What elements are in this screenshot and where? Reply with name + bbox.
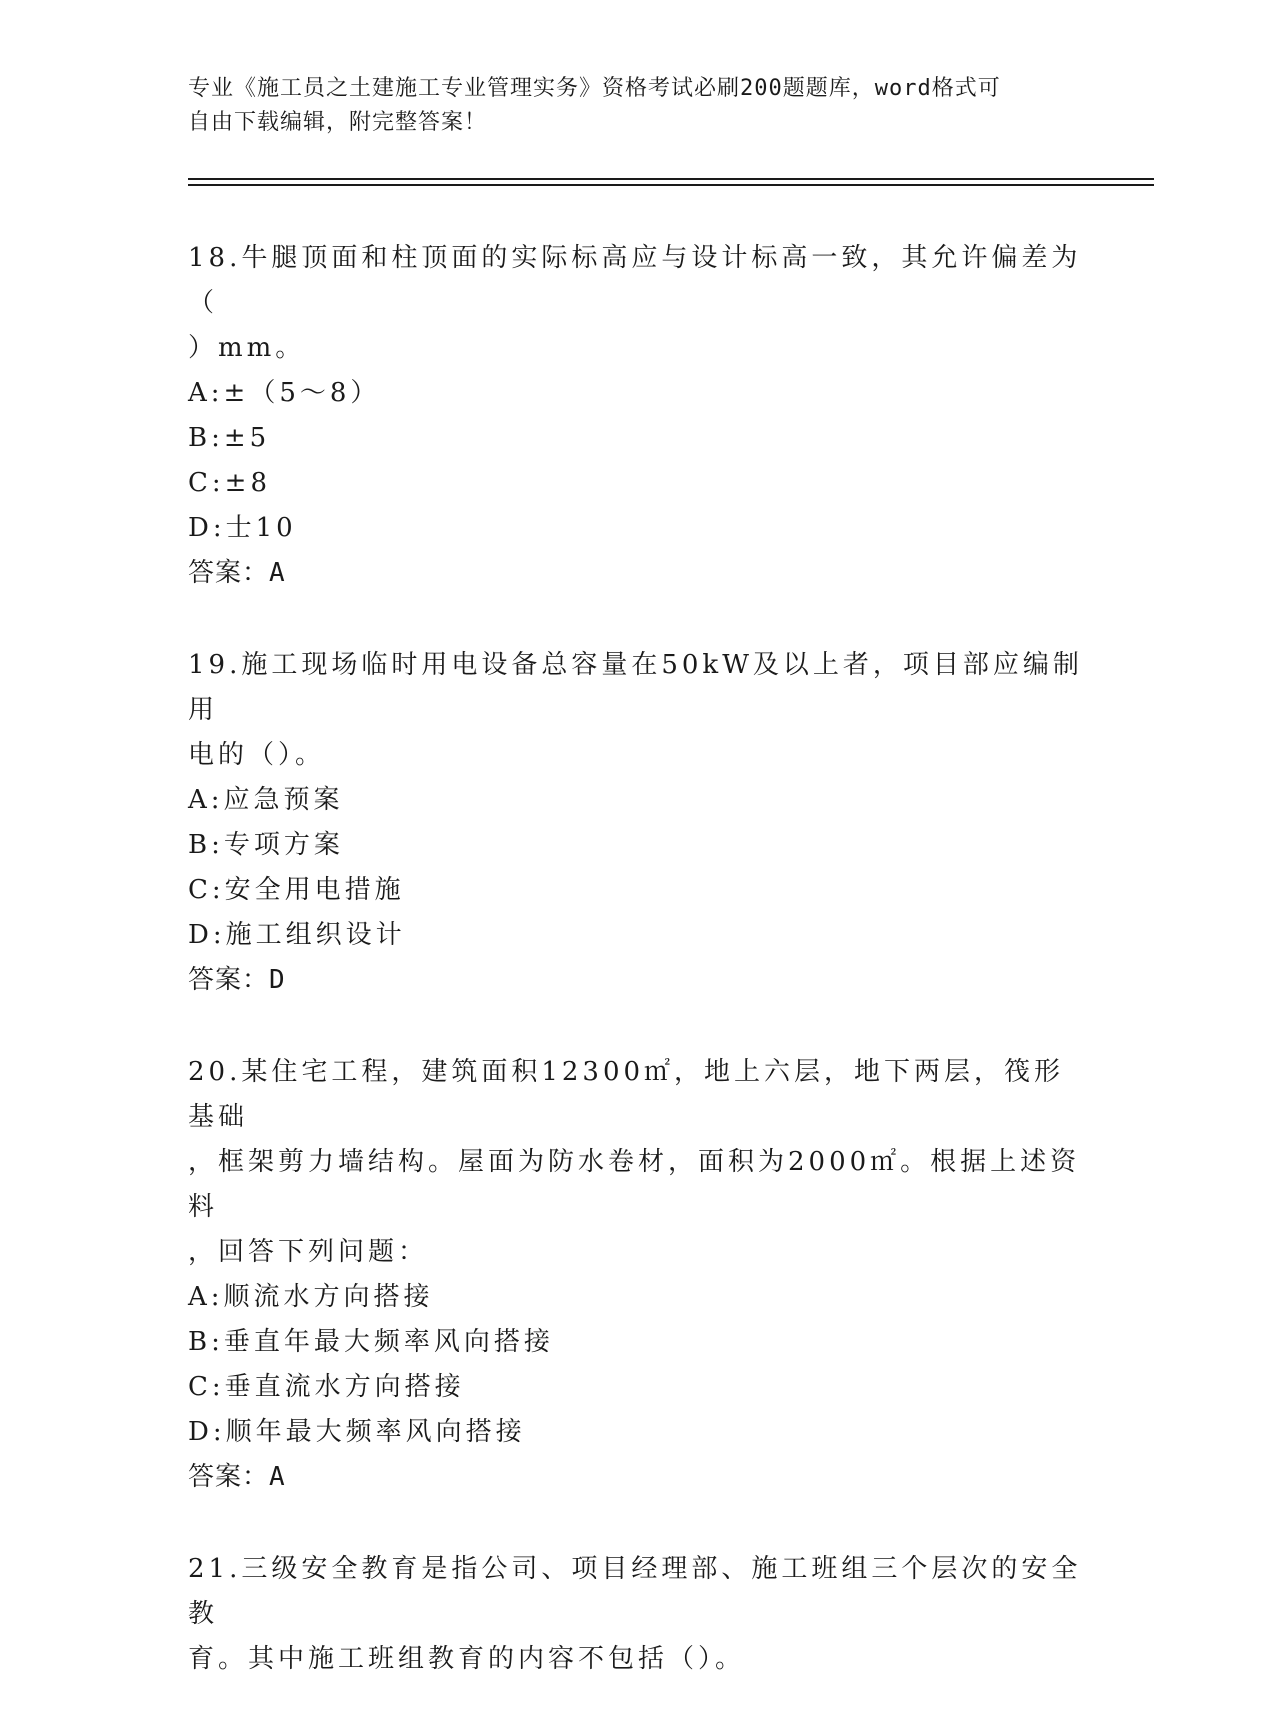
document-header xyxy=(188,72,1088,140)
header-divider-bottom xyxy=(188,184,1154,186)
option-a: A:顺流水方向搭接 xyxy=(188,1282,434,1312)
question-stem-line: 20.某住宅工程，建筑面积12300㎡，地上六层，地下两层，筏形基础 xyxy=(188,1057,1065,1132)
question-stem-line: 18.牛腿顶面和柱顶面的实际标高应与设计标高一致，其允许偏差为（ xyxy=(188,243,1082,318)
header-line-2: 自由下载编辑，附完整答案！ xyxy=(188,110,488,135)
question-stem-line: ，框架剪力墙结构。屋面为防水卷材，面积为2000㎡。根据上述资料 xyxy=(188,1147,1081,1222)
question-stem-line: 19.施工现场临时用电设备总容量在50kW及以上者，项目部应编制用 xyxy=(188,650,1083,725)
option-b: B:±5 xyxy=(188,423,271,453)
option-a: A:应急预案 xyxy=(188,785,344,815)
question-20 xyxy=(188,1050,1088,1500)
question-stem-line: 电的（）。 xyxy=(188,740,326,770)
option-a: A:±（5～8） xyxy=(188,378,381,408)
option-c: C:安全用电措施 xyxy=(188,875,405,905)
option-d: D:顺年最大频率风向搭接 xyxy=(188,1417,526,1447)
option-b: B:专项方案 xyxy=(188,830,344,860)
question-19 xyxy=(188,643,1088,1003)
header-divider-top xyxy=(188,178,1154,180)
answer-line: 答案：A xyxy=(188,1462,286,1492)
question-list xyxy=(188,236,1088,1729)
header-line-1: 专业《施工员之土建施工专业管理实务》资格考试必刷200题题库，word格式可 xyxy=(188,76,1001,101)
question-18 xyxy=(188,236,1088,596)
option-d: D:施工组织设计 xyxy=(188,920,406,950)
question-stem-line: 育。其中施工班组教育的内容不包括（）。 xyxy=(188,1644,746,1674)
option-c: C:±8 xyxy=(188,468,271,498)
question-21 xyxy=(188,1547,1088,1682)
option-d: D:士10 xyxy=(188,513,297,543)
question-stem-line: ，回答下列问题： xyxy=(188,1237,429,1267)
answer-line: 答案：A xyxy=(188,558,286,588)
option-b: B:垂直年最大频率风向搭接 xyxy=(188,1327,554,1357)
question-stem-line: 21.三级安全教育是指公司、项目经理部、施工班组三个层次的安全教 xyxy=(188,1554,1082,1629)
option-c: C:垂直流水方向搭接 xyxy=(188,1372,465,1402)
answer-line: 答案：D xyxy=(188,965,286,995)
question-stem-line: ）mm。 xyxy=(188,333,306,363)
